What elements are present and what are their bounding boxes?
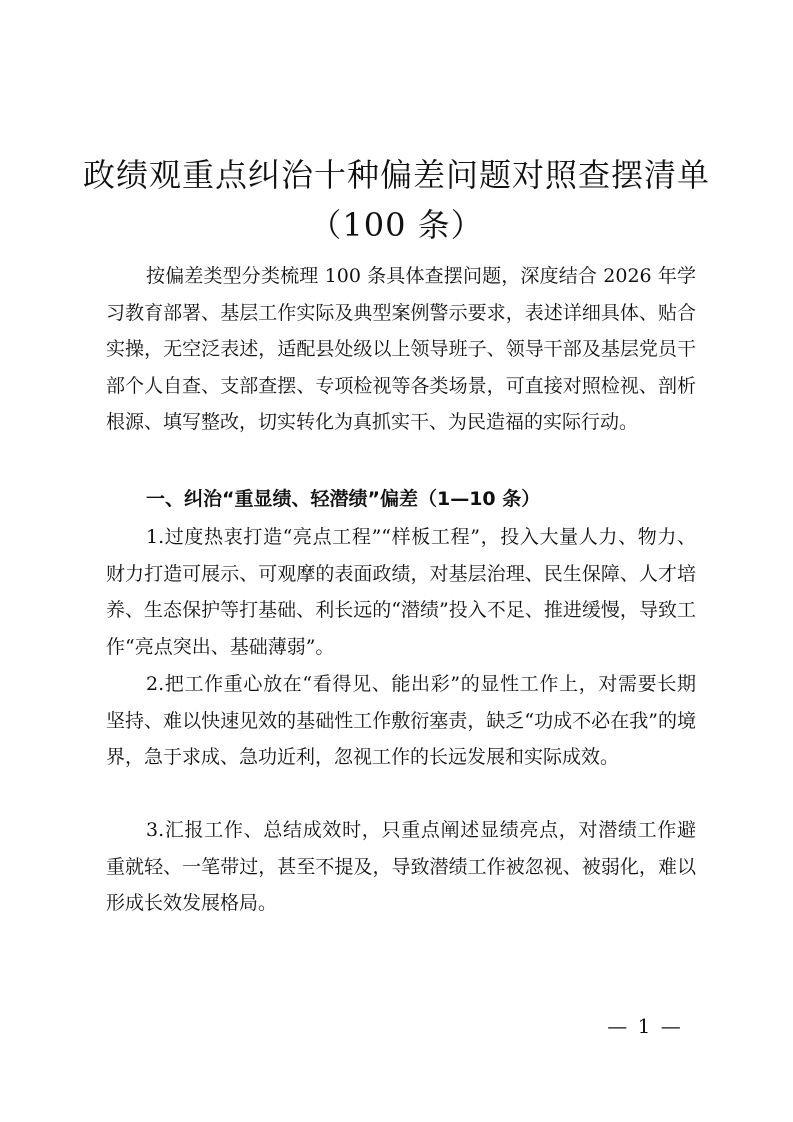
checklist-item-2: 2.把工作重心放在“看得见、能出彩”的显性工作上，对需要长期坚持、难以快速见效的基础性工作敷衍塞责，缺乏“功成不必在我”的境界，急于求成、急功近利，忽视工作的长远发展和实际成效。 (106, 673, 696, 768)
intro-paragraph: 按偏差类型分类梳理 100 条具体查摆问题，深度结合 2026 年学习教育部署、基层工作实际及典型案例警示要求，表述详细具体、贴合实操，无空泛表述，适配县处级以上领导班子、领导干部及基层党员干部个人自查、支部查摆、专项检视等各类场景，可直接对照检视、剖析根源、填写整改，切实转化为真抓实干、为民造福的实际行动。 (106, 265, 696, 433)
checklist-item-3: 3.汇报工作、总结成效时，只重点阐述显绩亮点，对潜绩工作避重就轻、一笔带过，甚至不提及，导致潜绩工作被忽视、被弱化，难以形成长效发展格局。 (106, 819, 696, 914)
document-subtitle-count: （100 条） (309, 206, 484, 244)
checklist-item-1: 1.过度热衷打造“亮点工程”“样板工程”，投入大量人力、物力、财力打造可展示、可观摩的表面政绩，对基层治理、民生保障、人才培养、生态保护等打基础、利长远的“潜绩”投入不足、推进缓慢，导致工作“亮点突出、基础薄弱”。 (106, 526, 696, 658)
page-number: — 1 — (607, 1014, 683, 1038)
section-heading: 一、纠治“重显绩、轻潜绩”偏差（1—10 条） (146, 488, 541, 510)
document-title: 政绩观重点纠治十种偏差问题对照查摆清单 (82, 156, 710, 194)
